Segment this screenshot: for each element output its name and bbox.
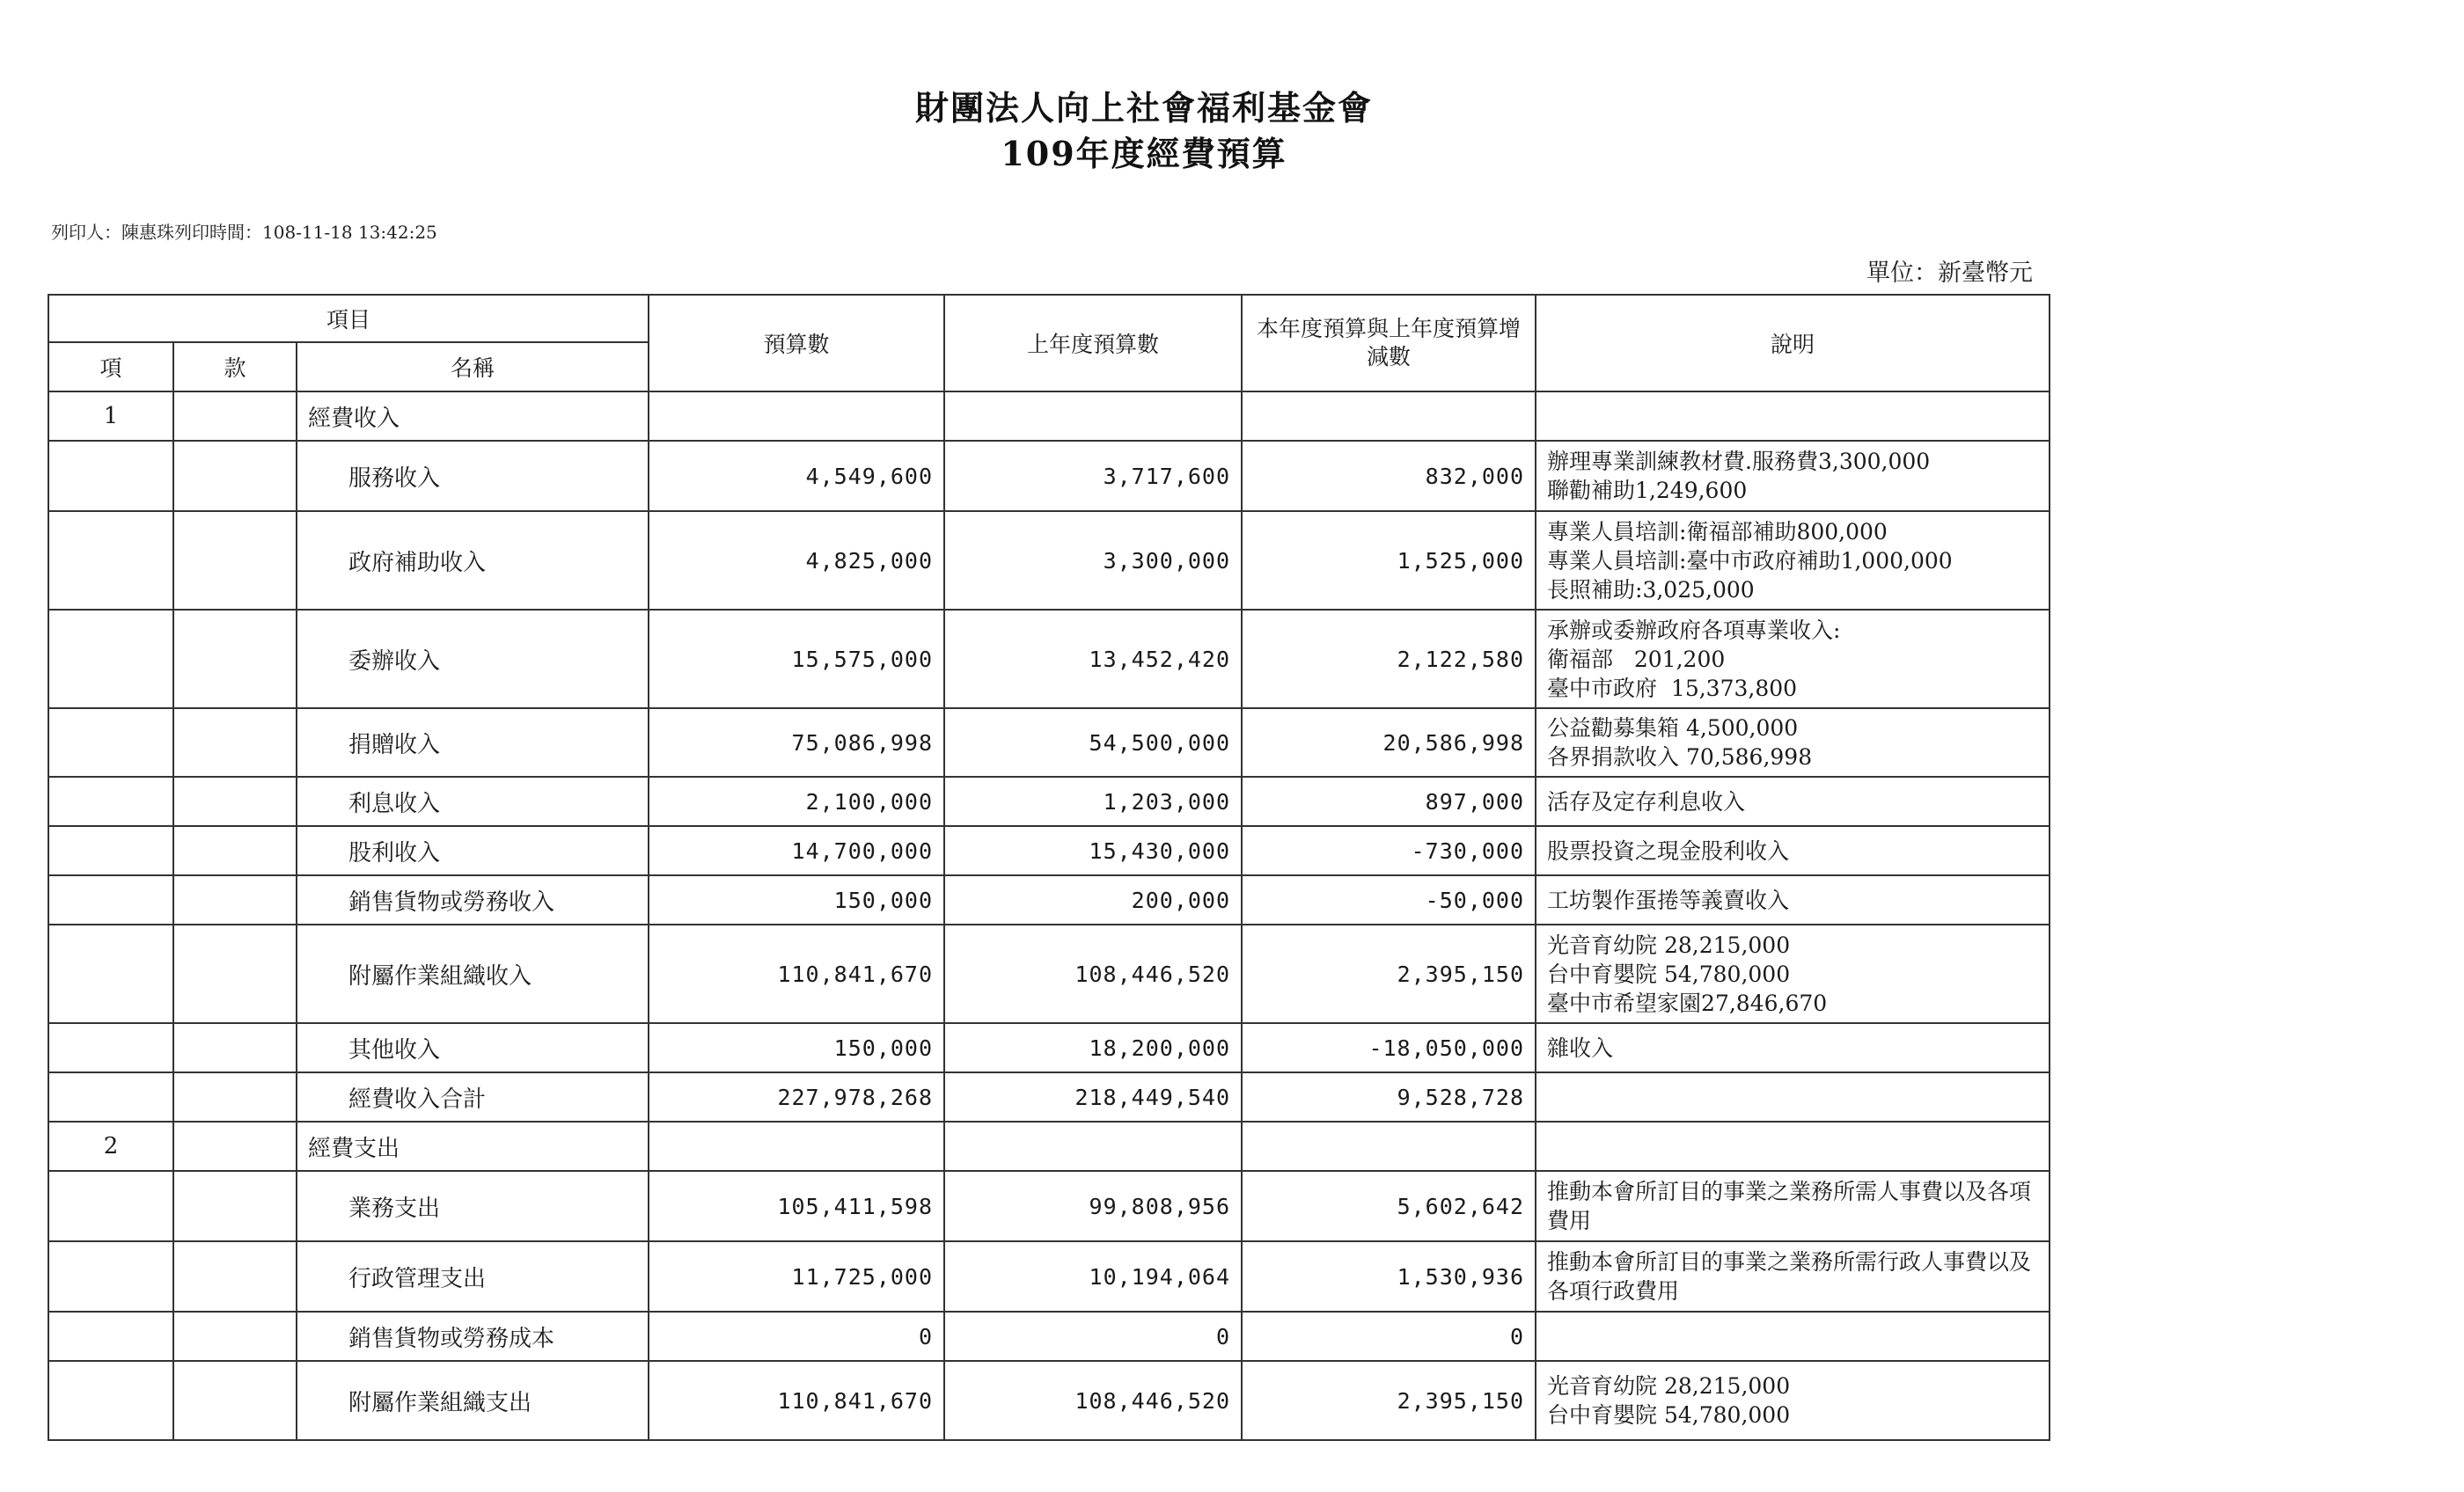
row-name: 其他收入 <box>297 1023 649 1072</box>
row-section <box>173 1072 297 1122</box>
row-section <box>173 875 297 925</box>
row-budget <box>649 391 944 441</box>
row-budget: 4,549,600 <box>649 441 944 511</box>
row-difference: 2,395,150 <box>1242 1361 1536 1440</box>
row-item <box>48 777 173 826</box>
row-item: 2 <box>48 1122 173 1171</box>
row-section <box>173 1023 297 1072</box>
row-note <box>1536 1171 2050 1241</box>
row-section <box>173 511 297 610</box>
row-section <box>173 777 297 826</box>
table-row <box>48 391 2050 441</box>
row-item <box>48 708 173 777</box>
row-section <box>173 441 297 511</box>
row-section <box>173 1312 297 1361</box>
row-name: 業務支出 <box>297 1171 649 1241</box>
row-difference: 1,525,000 <box>1242 511 1536 610</box>
row-name: 利息收入 <box>297 777 649 826</box>
header-last-year: 上年度預算數 <box>944 295 1242 391</box>
row-item <box>48 610 173 708</box>
row-section <box>173 925 297 1023</box>
row-difference: -50,000 <box>1242 875 1536 925</box>
header-item-group: 項目 <box>48 295 649 342</box>
row-name: 委辦收入 <box>297 610 649 708</box>
row-budget: 4,825,000 <box>649 511 944 610</box>
note-line: 推動本會所訂目的事業之業務所需人事費以及各項費用 <box>1547 1179 2032 1233</box>
note-line: 長照補助:3,025,000 <box>1547 576 1755 603</box>
header-name: 名稱 <box>297 342 649 391</box>
row-section <box>173 826 297 875</box>
row-item: 1 <box>48 391 173 441</box>
organization-title: 財團法人向上社會福利基金會 <box>914 88 1373 128</box>
row-last-year: 10,194,064 <box>944 1241 1242 1312</box>
table-row <box>48 1241 2050 1312</box>
note-line: 台中育嬰院 54,780,000 <box>1547 1402 1791 1428</box>
row-name: 銷售貨物或勞務成本 <box>297 1312 649 1361</box>
table-row <box>48 1361 2050 1440</box>
row-item <box>48 1361 173 1440</box>
row-difference: 897,000 <box>1242 777 1536 826</box>
table-row <box>48 925 2050 1023</box>
row-last-year: 108,446,520 <box>944 1361 1242 1440</box>
row-name: 附屬作業組織收入 <box>297 925 649 1023</box>
row-name: 行政管理支出 <box>297 1241 649 1312</box>
row-budget: 11,725,000 <box>649 1241 944 1312</box>
row-section <box>173 1241 297 1312</box>
row-budget: 2,100,000 <box>649 777 944 826</box>
row-difference: 0 <box>1242 1312 1536 1361</box>
row-difference: 20,586,998 <box>1242 708 1536 777</box>
row-note <box>1536 610 2050 708</box>
row-difference: 9,528,728 <box>1242 1072 1536 1122</box>
row-difference <box>1242 391 1536 441</box>
row-budget: 227,978,268 <box>649 1072 944 1122</box>
table-row <box>48 1072 2050 1122</box>
row-last-year: 13,452,420 <box>944 610 1242 708</box>
note-line: 台中育嬰院 54,780,000 <box>1547 961 1791 987</box>
row-section <box>173 1122 297 1171</box>
row-budget: 0 <box>649 1312 944 1361</box>
row-last-year: 99,808,956 <box>944 1171 1242 1241</box>
table-row <box>48 441 2050 511</box>
row-budget: 15,575,000 <box>649 610 944 708</box>
note-line: 專業人員培訓:臺中市政府補助1,000,000 <box>1547 547 1953 574</box>
budget-table-body <box>48 391 2050 1440</box>
row-name: 股利收入 <box>297 826 649 875</box>
row-item <box>48 441 173 511</box>
row-budget: 150,000 <box>649 1023 944 1072</box>
row-last-year: 18,200,000 <box>944 1023 1242 1072</box>
note-line: 光音育幼院 28,215,000 <box>1547 1373 1791 1399</box>
row-section <box>173 1361 297 1440</box>
note-line: 各界捐款收入 70,586,998 <box>1547 744 1813 770</box>
header-difference: 本年度預算與上年度預算增減數 <box>1242 295 1536 391</box>
row-note <box>1536 1023 2050 1072</box>
row-note <box>1536 1361 2050 1440</box>
note-line: 辦理專業訓練教材費.服務費3,300,000 <box>1547 449 1931 474</box>
row-budget: 110,841,670 <box>649 925 944 1023</box>
row-section <box>173 708 297 777</box>
budget-table <box>48 294 2050 1441</box>
row-last-year: 200,000 <box>944 875 1242 925</box>
table-row <box>48 1122 2050 1171</box>
note-line: 公益勸募集箱 4,500,000 <box>1547 715 1799 741</box>
header-section: 款 <box>173 342 297 391</box>
row-budget: 150,000 <box>649 875 944 925</box>
table-row <box>48 610 2050 708</box>
note-line: 股票投資之現金股利收入 <box>1547 837 1790 864</box>
row-section <box>173 391 297 441</box>
row-last-year: 54,500,000 <box>944 708 1242 777</box>
note-line: 臺中市希望家園27,846,670 <box>1547 990 1828 1016</box>
budget-title: 109年度經費預算 <box>1001 134 1287 173</box>
row-name: 附屬作業組織支出 <box>297 1361 649 1440</box>
note-line: 承辦或委辦政府各項專業收入: <box>1547 617 1841 643</box>
row-note <box>1536 441 2050 511</box>
table-row <box>48 708 2050 777</box>
row-note <box>1536 708 2050 777</box>
row-name: 經費收入 <box>297 391 649 441</box>
row-item <box>48 925 173 1023</box>
header-note: 說明 <box>1536 295 2050 391</box>
header-item: 項 <box>48 342 173 391</box>
row-item <box>48 1241 173 1312</box>
table-row <box>48 1312 2050 1361</box>
row-note <box>1536 511 2050 610</box>
row-budget: 110,841,670 <box>649 1361 944 1440</box>
row-note <box>1536 391 2050 441</box>
row-last-year: 0 <box>944 1312 1242 1361</box>
row-last-year <box>944 391 1242 441</box>
row-note <box>1536 777 2050 826</box>
row-budget: 75,086,998 <box>649 708 944 777</box>
note-line: 聯勸補助1,249,600 <box>1547 478 1748 503</box>
row-last-year: 218,449,540 <box>944 1072 1242 1122</box>
row-difference: -730,000 <box>1242 826 1536 875</box>
row-name: 經費支出 <box>297 1122 649 1171</box>
row-note <box>1536 826 2050 875</box>
currency-unit: 單位：新臺幣元 <box>1866 260 2033 287</box>
row-item <box>48 826 173 875</box>
print-info: 列印人：陳惠珠列印時間：108-11-18 13:42:25 <box>51 222 437 243</box>
row-note <box>1536 1312 2050 1361</box>
row-difference: 832,000 <box>1242 441 1536 511</box>
row-item <box>48 1171 173 1241</box>
row-last-year: 3,717,600 <box>944 441 1242 511</box>
row-name: 服務收入 <box>297 441 649 511</box>
row-name: 捐贈收入 <box>297 708 649 777</box>
row-difference: 2,395,150 <box>1242 925 1536 1023</box>
table-row <box>48 1171 2050 1241</box>
table-row <box>48 511 2050 610</box>
row-last-year: 108,446,520 <box>944 925 1242 1023</box>
row-difference: 2,122,580 <box>1242 610 1536 708</box>
row-note <box>1536 925 2050 1023</box>
row-difference: 1,530,936 <box>1242 1241 1536 1312</box>
row-last-year: 3,300,000 <box>944 511 1242 610</box>
table-row <box>48 875 2050 925</box>
row-budget: 14,700,000 <box>649 826 944 875</box>
row-difference <box>1242 1122 1536 1171</box>
row-difference: -18,050,000 <box>1242 1023 1536 1072</box>
row-note <box>1536 875 2050 925</box>
row-item <box>48 511 173 610</box>
row-item <box>48 1312 173 1361</box>
row-last-year: 15,430,000 <box>944 826 1242 875</box>
row-item <box>48 875 173 925</box>
note-line: 活存及定存利息收入 <box>1547 788 1746 815</box>
note-line: 專業人員培訓:衛福部補助800,000 <box>1547 518 1888 545</box>
row-section <box>173 610 297 708</box>
row-last-year <box>944 1122 1242 1171</box>
row-section <box>173 1171 297 1241</box>
note-line: 臺中市政府 15,373,800 <box>1547 675 1798 701</box>
row-name: 政府補助收入 <box>297 511 649 610</box>
note-line: 工坊製作蛋捲等義賣收入 <box>1547 887 1790 913</box>
table-row <box>48 826 2050 875</box>
row-note <box>1536 1241 2050 1312</box>
note-line: 光音育幼院 28,215,000 <box>1547 932 1791 958</box>
note-line: 推動本會所訂目的事業之業務所需行政人事費以及各項行政費用 <box>1547 1249 2032 1304</box>
row-note <box>1536 1072 2050 1122</box>
row-note <box>1536 1122 2050 1171</box>
table-row <box>48 1023 2050 1072</box>
note-line: 衛福部 201,200 <box>1547 646 1726 672</box>
header-budget: 預算數 <box>649 295 944 391</box>
row-item <box>48 1072 173 1122</box>
row-budget: 105,411,598 <box>649 1171 944 1241</box>
row-budget <box>649 1122 944 1171</box>
row-item <box>48 1023 173 1072</box>
note-line: 雜收入 <box>1547 1035 1614 1061</box>
row-name: 經費收入合計 <box>297 1072 649 1122</box>
row-difference: 5,602,642 <box>1242 1171 1536 1241</box>
row-name: 銷售貨物或勞務收入 <box>297 875 649 925</box>
row-last-year: 1,203,000 <box>944 777 1242 826</box>
table-row <box>48 777 2050 826</box>
